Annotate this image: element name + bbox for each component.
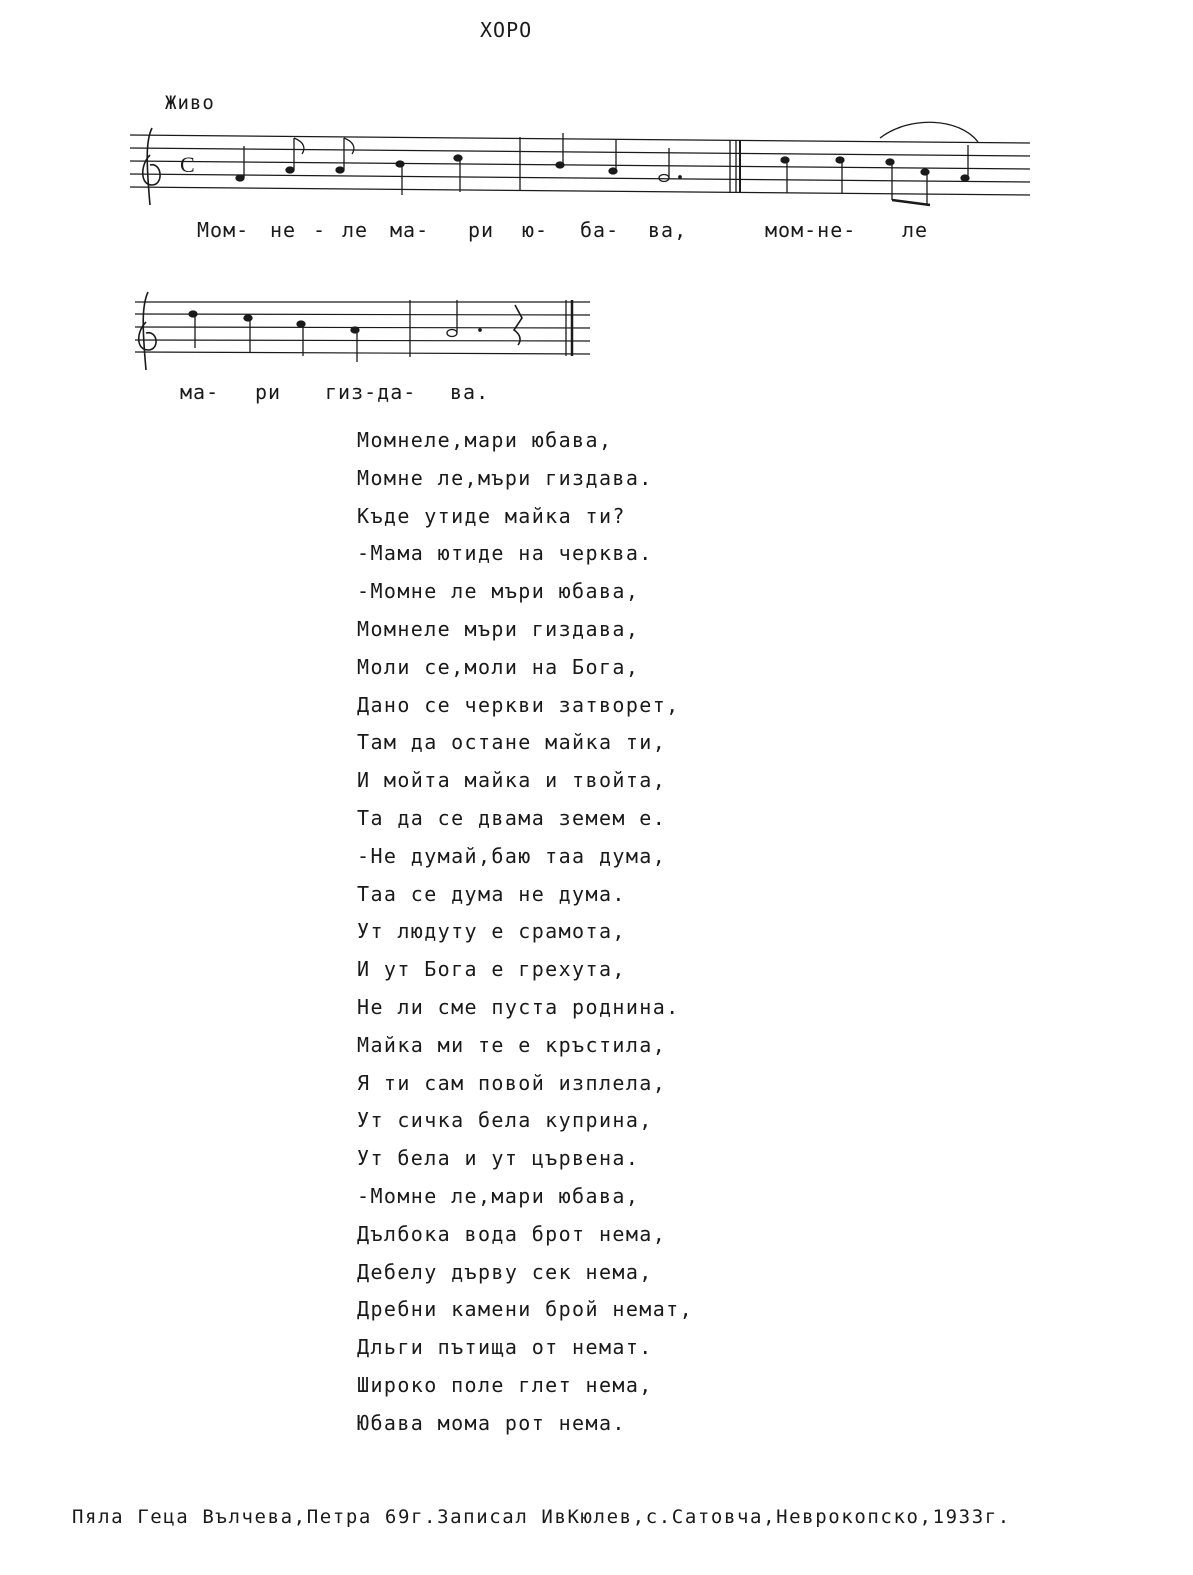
staff-1	[130, 135, 1030, 195]
lyric-syllable: мом-не-	[765, 218, 857, 242]
staff-2	[135, 302, 590, 354]
common-time-icon: C	[180, 152, 195, 177]
verse-line: Не ли сме пуста роднина.	[357, 994, 680, 1019]
verse-line: -Мама ютиде на черква.	[357, 541, 653, 566]
verse-line: Майка ми те е кръстила,	[357, 1032, 667, 1057]
lyric-syllable: -	[313, 218, 327, 242]
lyric-syllable: не	[270, 218, 297, 242]
lyric-syllable: ле	[342, 218, 369, 242]
verse-list	[357, 428, 693, 1449]
verse-line: -Не думай,баю таа дума,	[357, 843, 667, 868]
lyric-syllable: ма-	[180, 380, 220, 404]
lyric-syllable: ле	[902, 218, 929, 242]
treble-clef-icon	[139, 292, 156, 370]
lyric-syllable: ва,	[648, 218, 688, 242]
verse-line: -Момне ле,мари юбава,	[357, 1183, 640, 1208]
verse-line: Я ти сам повой изплела,	[357, 1070, 667, 1095]
lyric-syllable: ва.	[450, 380, 490, 404]
verse-line: Ут людуту е срамота,	[357, 919, 626, 944]
verse-line: Момнеле,мари юбава,	[357, 428, 613, 452]
lyric-syllable: ри	[468, 218, 495, 242]
verse-line: Та да се двама земем е.	[357, 805, 667, 830]
lyric-syllable: ма-	[390, 218, 430, 242]
verse-line: Дребни камени брой немат,	[357, 1297, 694, 1322]
verse-line: Дано се черкви затворет,	[357, 692, 680, 717]
tempo-marking: Живо	[165, 92, 215, 114]
verse-line: И мойта майка и твойта,	[357, 768, 667, 793]
verse-line: Моли се,моли на Бога,	[357, 654, 640, 679]
verse-line: Дльги пътища от немат.	[357, 1335, 653, 1360]
attribution-footer: Пяла Геца Вълчева,Петра 69г.Записал ИвКюлев,с.Сатовча,Неврокопско,1933г.	[72, 1506, 1011, 1528]
verse-line: Там да остане майка ти,	[357, 730, 667, 755]
lyric-syllable: ю-	[522, 218, 549, 242]
verse-line: Момнеле мъри гиздава,	[357, 616, 640, 641]
verse-line: Дебелу дърву сек нема,	[357, 1259, 653, 1284]
music-notation	[0, 0, 1193, 400]
verse-line: Момне ле,мъри гиздава.	[357, 465, 653, 490]
song-title: ХОРО	[480, 18, 533, 42]
lyric-syllable: ба-	[580, 218, 620, 242]
verse-line: Къде утиде майка ти?	[357, 503, 626, 528]
staff-1-notes	[236, 122, 978, 205]
verse-line: Дълбока вода брот нема,	[357, 1221, 667, 1246]
verse-line: Широко поле глет нема,	[357, 1372, 653, 1397]
verse-line: -Момне ле мъри юбава,	[357, 579, 640, 604]
verse-line: Ут сичка бела куприна,	[357, 1108, 653, 1133]
verse-line: Ут бела и ут цървена.	[357, 1146, 640, 1171]
treble-clef-icon	[143, 128, 160, 205]
lyric-syllable: гиз-да-	[325, 380, 417, 404]
lyric-syllable: Мом-	[197, 218, 250, 242]
verse-line: Юбава мома рот нема.	[357, 1410, 626, 1435]
verse-line: И ут Бога е грехута,	[357, 957, 626, 982]
verse-line: Таа се дума не дума.	[357, 881, 626, 906]
lyric-syllable: ри	[255, 380, 282, 404]
